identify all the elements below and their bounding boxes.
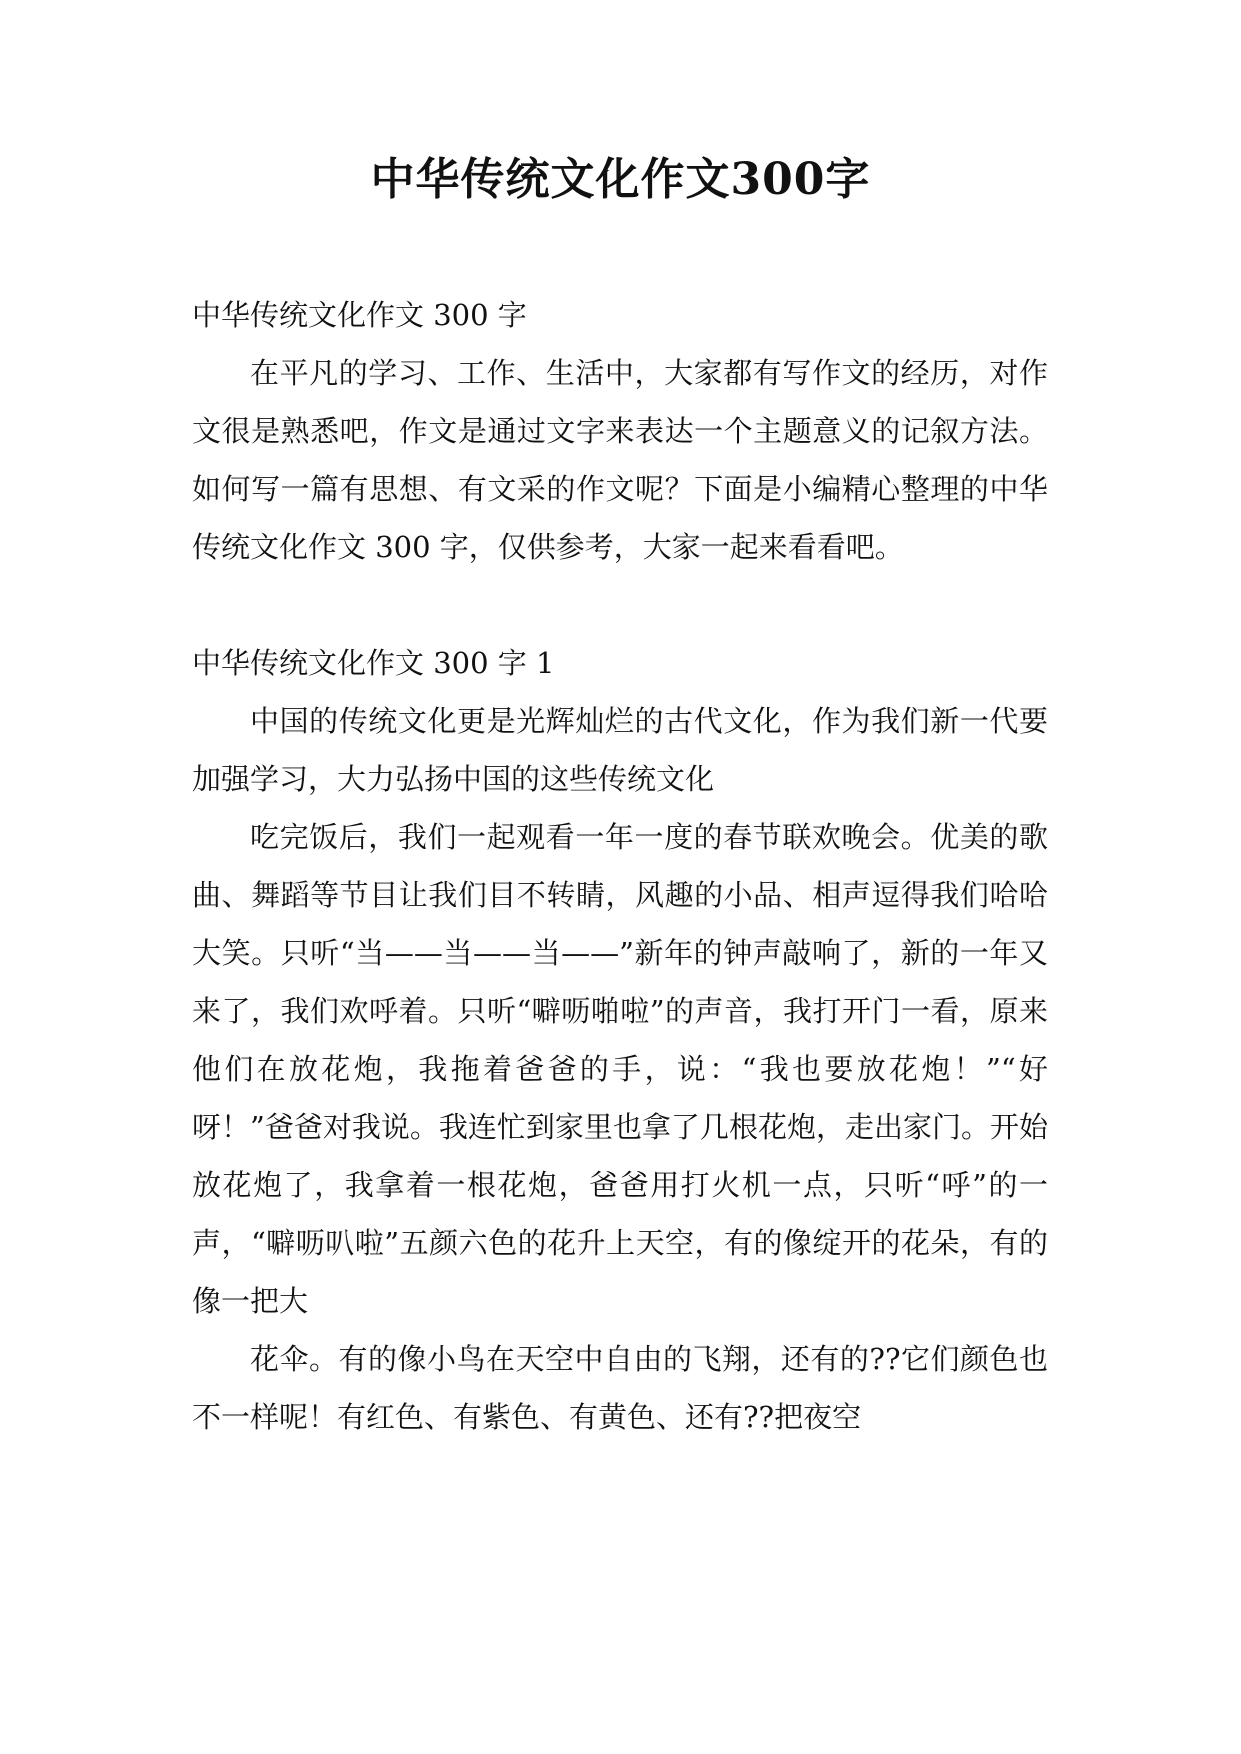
section-heading: 中华传统文化作文 300 字 1 [192,646,555,680]
body-paragraph-2: 吃完饭后，我们一起观看一年一度的春节联欢晚会。优美的歌曲、舞蹈等节目让我们目不转睛，风趣的小品、相声逗得我们哈哈大笑。只听“当——当——当——”新年的钟声敲响了，新的一年又来了，我们欢呼着。只听“噼呖啪啦”的声音，我打开门一看，原来他们在放花炮，我拖着爸爸的手，说：“我也要放花炮！”“好呀！”爸爸对我说。我连忙到家里也拿了几根花炮，走出家门。开始放花炮了，我拿着一根花炮，爸爸用打火机一点，只听“呼”的一声，“噼呖叭啦”五颜六色的花升上天空，有的像绽开的花朵，有的像一把大 [192,820,1048,1318]
body-paragraph-1: 中国的传统文化更是光辉灿烂的古代文化，作为我们新一代要加强学习，大力弘扬中国的这些传统文化 [192,704,1048,796]
section-gap [192,576,1048,634]
document-body [192,286,1048,1446]
intro-paragraph: 在平凡的学习、工作、生活中，大家都有写作文的经历，对作文很是熟悉吧，作文是通过文字来表达一个主题意义的记叙方法。如何写一篇有思想、有文采的作文呢？下面是小编精心整理的中华传统文化作文 300 字，仅供参考，大家一起来看看吧。 [192,356,1048,564]
document-subtitle: 中华传统文化作文 300 字 [192,298,527,332]
body-paragraph-3: 花伞。有的像小鸟在天空中自由的飞翔，还有的??它们颜色也不一样呢！有红色、有紫色、有黄色、还有??把夜空 [192,1342,1048,1434]
document-title: 中华传统文化作文300字 [370,154,871,205]
